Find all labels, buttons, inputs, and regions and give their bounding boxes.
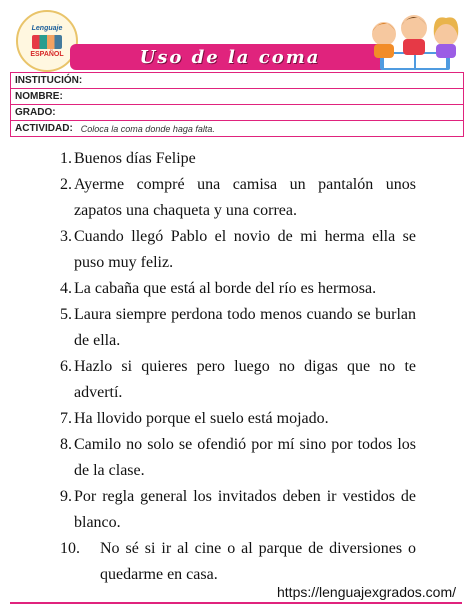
item-number: 10. [60,540,80,557]
list-item [60,146,416,172]
item-text: Ayerme compré una camisa un pantalón unos zapatos una chaqueta y una correa. [74,176,416,219]
brand-logo [16,10,78,72]
item-number: 9. [60,488,72,505]
item-number: 6. [60,358,72,375]
item-text: Buenos días Felipe [74,150,196,167]
list-item [60,536,416,588]
actividad-label: ACTIVIDAD: [15,123,73,134]
item-text: Por regla general los invitados deben ir vestidos de blanco. [74,488,416,531]
books-icon [32,35,62,49]
item-number: 7. [60,410,72,427]
item-text: La cabaña que está al borde del río es hermosa. [74,280,377,297]
item-number: 2. [60,176,72,193]
item-text: No sé si ir al cine o al parque de diversiones o quedarme en casa. [100,540,416,583]
list-item [60,276,416,302]
list-item [60,406,416,432]
student-info-table [10,72,464,137]
actividad-value: Coloca la coma donde haga falta. [80,123,215,134]
item-number: 1. [60,150,72,167]
item-number: 3. [60,228,72,245]
item-text: Ha llovido porque el suelo está mojado. [74,410,329,427]
nombre-row [11,89,463,105]
logo-text-top: Lenguaje [31,24,63,32]
institucion-label: INSTITUCIÓN: [15,75,83,86]
item-text: Laura siempre perdona todo menos cuando se burlan de ella. [74,306,416,349]
item-number: 4. [60,280,72,297]
title-banner [70,44,390,70]
list-item [60,354,416,406]
website-link[interactable]: https://lenguajexgrados.com/ [277,584,456,600]
footer [10,582,462,604]
reading-kids-illustration [362,8,466,74]
item-text: Cuando llegó Pablo el novio de mi herma ella se puso muy feliz. [74,228,416,271]
exercise-list [60,146,416,588]
grado-row [11,105,463,121]
page-title: Uso de la coma [139,46,321,68]
item-number: 5. [60,306,72,323]
grado-label: GRADO: [15,107,56,118]
list-item [60,302,416,354]
list-item [60,172,416,224]
institucion-row [11,73,463,89]
worksheet-page [10,8,464,600]
item-number: 8. [60,436,72,453]
item-text: Hazlo si quieres pero luego no digas que no te advertí. [74,358,416,401]
actividad-row [11,121,463,136]
list-item [60,484,416,536]
item-text: Camilo no solo se ofendió por mí sino por todos los de la clase. [74,436,416,479]
list-item [60,432,416,484]
list-item [60,224,416,276]
nombre-label: NOMBRE: [15,91,63,102]
logo-text-bottom: ESPAÑOL [30,50,64,58]
